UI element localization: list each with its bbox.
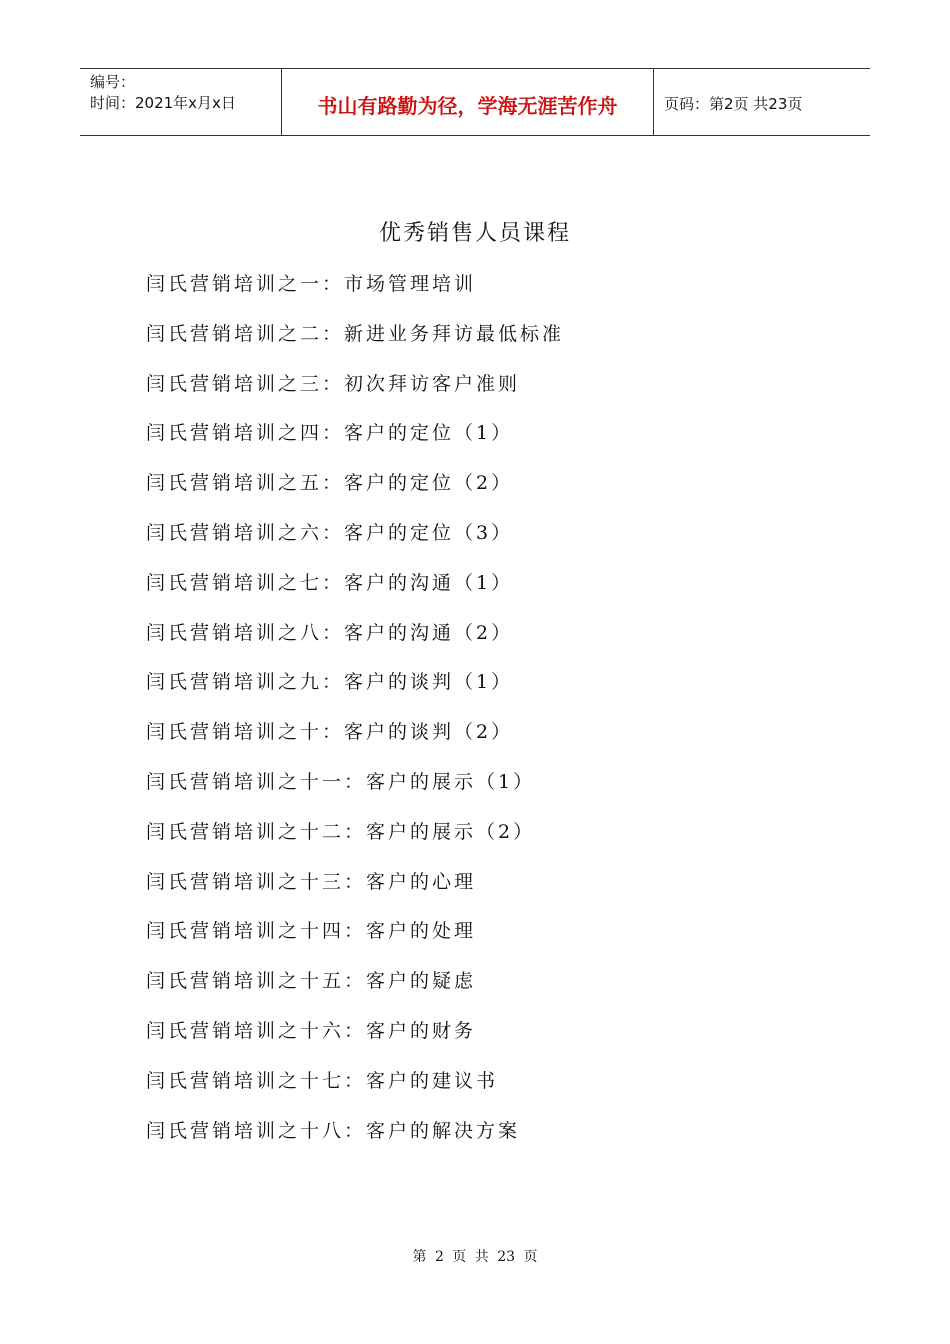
header-meta-cell [80, 69, 282, 135]
course-list [146, 268, 564, 1164]
course-item: 闫氏营销培训之八：客户的沟通（2） [146, 621, 514, 644]
course-item: 闫氏营销培训之十八：客户的解决方案 [146, 1119, 521, 1142]
course-item: 闫氏营销培训之十七：客户的建议书 [146, 1069, 499, 1092]
course-item: 闫氏营销培训之四：客户的定位（1） [146, 422, 514, 445]
course-item: 闫氏营销培训之五：客户的定位（2） [146, 472, 514, 495]
course-item: 闫氏营销培训之十：客户的谈判（2） [146, 721, 514, 744]
document-date-label: 时间：2021年x月x日 [90, 94, 236, 112]
course-item: 闫氏营销培训之七：客户的沟通（1） [146, 571, 514, 594]
course-item: 闫氏营销培训之十六：客户的财务 [146, 1019, 477, 1042]
course-item: 闫氏营销培训之一：市场管理培训 [146, 273, 477, 295]
header-page-cell [654, 69, 870, 135]
page-header [80, 68, 870, 136]
course-item: 闫氏营销培训之十三：客户的心理 [146, 870, 477, 893]
document-title: 优秀销售人员课程 [378, 221, 571, 246]
course-item: 闫氏营销培训之六：客户的定位（3） [146, 521, 514, 544]
course-item: 闫氏营销培训之十四：客户的处理 [146, 920, 477, 943]
course-item: 闫氏营销培训之十一：客户的展示（1） [146, 770, 536, 793]
course-item: 闫氏营销培训之十二：客户的展示（2） [146, 820, 536, 843]
document-number-label: 编号： [90, 73, 136, 91]
course-item: 闫氏营销培训之二：新进业务拜访最低标准 [146, 322, 565, 345]
course-item: 闫氏营销培训之九：客户的谈判（1） [146, 671, 514, 694]
header-motto-cell [282, 69, 654, 135]
header-page-info: 页码：第2页 共23页 [664, 94, 803, 113]
course-item: 闫氏营销培训之三：初次拜访客户准则 [146, 372, 521, 395]
page-footer: 第 2 页 共 23 页 [412, 1249, 538, 1265]
header-motto: 书山有路勤为径，学海无涯苦作舟 [317, 93, 618, 118]
course-item: 闫氏营销培训之十五：客户的疑虑 [146, 970, 477, 993]
